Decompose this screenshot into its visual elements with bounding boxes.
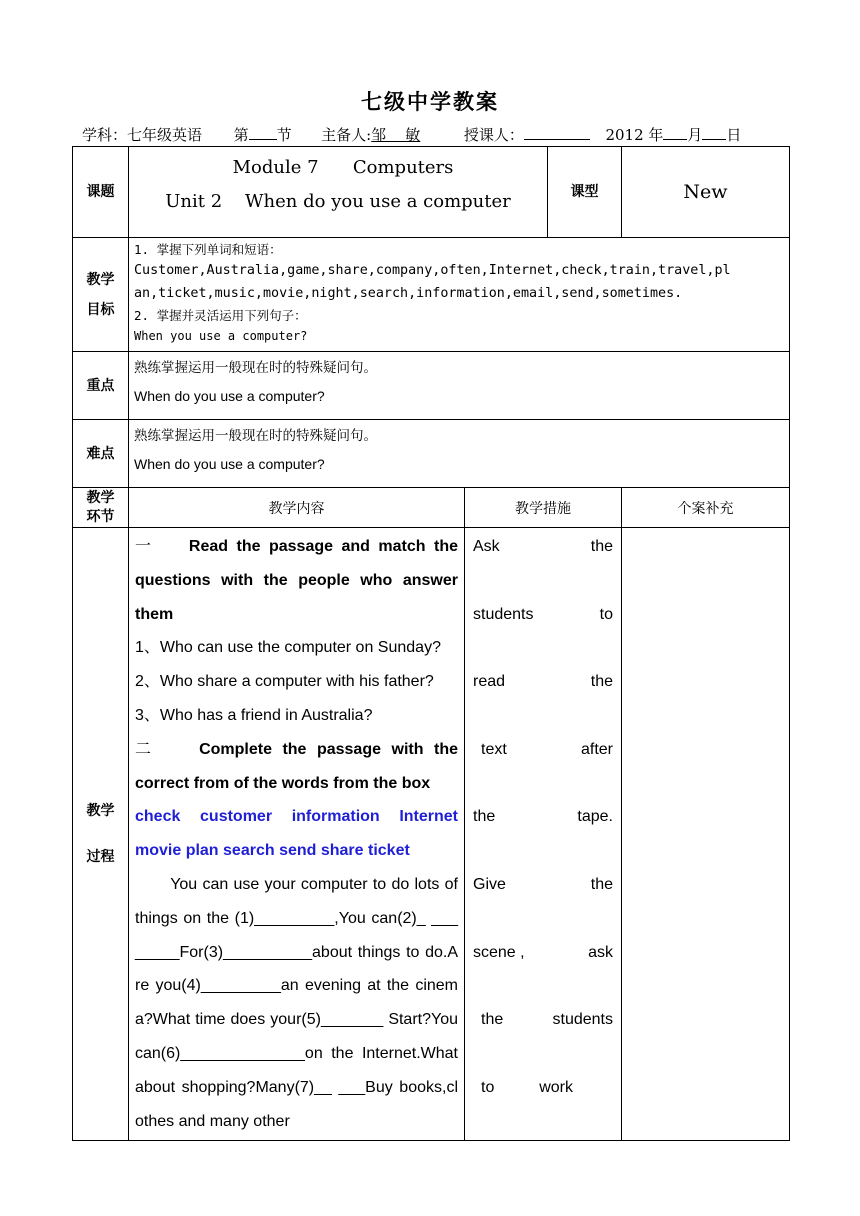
goals-line-2: Customer,Australia,game,share,company,often,Internet,check,train,travel,pl (134, 263, 731, 278)
part-one-title: Read the passage and match the questions with the people who answer them (135, 538, 458, 623)
goals-line-4: 2. 掌握并灵活运用下列句子： (134, 308, 307, 323)
day-label: 日 (726, 126, 742, 144)
section-prefix: 第 (233, 126, 249, 144)
question-1: 1、Who can use the computer on Sunday? (135, 639, 441, 657)
part-two-title: Complete the passage with the correct from of the words from the box (135, 740, 458, 792)
goals-line-3: an,ticket,music,movie,night,search,information,email,send,sometimes. (134, 285, 683, 301)
difficulty-line-1: 熟练掌握运用一般现在时的特殊疑问句。 (134, 428, 377, 444)
part-two-heading (135, 733, 458, 801)
measure-line (473, 665, 613, 733)
header-info-line (82, 124, 782, 145)
process-label-1: 教学 (86, 803, 115, 820)
stage-label-2: 环节 (86, 508, 115, 525)
part-two-number: 二 (135, 740, 158, 758)
process-label (73, 528, 129, 1141)
year-label: 2012 年 (605, 126, 664, 144)
preparer-name: 邹 敏 (371, 126, 421, 144)
stage-label (73, 488, 129, 528)
stage-label-1: 教学 (86, 489, 115, 506)
content-header: 教学内容 (129, 488, 465, 528)
measure-line (473, 530, 613, 598)
passage-text: You can use your computer to do lots of things on the (1)_________,You can(2)_ ________For(3)__________about things to do.Are you(4)_________an evening at the cinema?What time does your(5)_______ Start?You can(6)______________on the Internet.What about shopping?Many(7)__ ___Buy books,clothes and many other (135, 875, 458, 1130)
difficulty-line-2: When do you use a computer? (134, 456, 325, 472)
topic-row (73, 147, 790, 238)
measure-word: the (481, 1011, 504, 1029)
preparer-label: 主备人: (321, 126, 372, 144)
lesson-plan-table (72, 146, 790, 1141)
process-header-row (73, 488, 790, 528)
month-label: 月 (687, 126, 703, 144)
measure-word: read (473, 673, 506, 691)
day-blank (702, 125, 726, 140)
measure-line (473, 868, 613, 936)
key-point-content (129, 352, 790, 420)
goals-row (73, 238, 790, 352)
goals-content (129, 238, 790, 352)
measure-word: work (539, 1078, 573, 1096)
key-point-line-2: When do you use a computer? (134, 388, 325, 404)
measure-word: Ask (473, 538, 500, 555)
section-blank (249, 125, 277, 140)
difficulty-row (73, 420, 790, 488)
measure-line (473, 800, 613, 868)
part-one-number: 一 (135, 538, 156, 555)
goals-line-5: When you use a computer? (134, 329, 308, 343)
measure-word: the (590, 875, 613, 893)
measure-word: after (580, 740, 613, 758)
question-3: 3、Who has a friend in Australia? (135, 706, 373, 724)
key-point-row (73, 352, 790, 420)
measures-content (465, 528, 622, 1141)
measure-word: scene , (473, 943, 525, 961)
measure-line (473, 1003, 613, 1071)
type-label: 课型 (548, 147, 622, 238)
word-box: check customer information Internet movie plan search send share ticket (135, 808, 458, 860)
key-point-label: 重点 (73, 352, 129, 420)
measure-word: the (473, 808, 496, 826)
measure-word: tape. (577, 808, 613, 826)
measure-line (473, 733, 613, 801)
document-title: 七级中学教案 (361, 90, 499, 114)
process-label-2: 过程 (86, 849, 115, 866)
topic-content (129, 147, 548, 238)
goals-label (73, 238, 129, 352)
measure-line (473, 936, 613, 1004)
process-content (129, 528, 465, 1141)
topic-label: 课题 (73, 147, 129, 238)
goals-label-1: 教学 (86, 271, 115, 288)
supplement-content (622, 528, 790, 1141)
supplement-header: 个案补充 (622, 488, 790, 528)
difficulty-label: 难点 (73, 420, 129, 488)
section-suffix: 节 (276, 126, 292, 144)
measure-word: to (599, 605, 613, 623)
measure-word: text (481, 740, 507, 758)
measures-header: 教学措施 (465, 488, 622, 528)
goals-label-2: 目标 (86, 301, 115, 318)
measure-word: Give (473, 875, 506, 893)
difficulty-content (129, 420, 790, 488)
measure-word: the (590, 673, 613, 691)
month-blank (663, 125, 687, 140)
measure-word: ask (588, 943, 613, 961)
goals-line-1: 1. 掌握下列单词和短语： (134, 242, 282, 257)
teacher-label: 授课人： (463, 126, 524, 144)
teacher-blank (524, 125, 590, 140)
type-value: New (622, 147, 790, 238)
part-one-heading (135, 530, 458, 631)
topic-unit: Unit 2 When do you use a computer (165, 191, 511, 212)
measure-word: students (473, 605, 534, 623)
measure-word: the (590, 538, 613, 555)
question-2: 2、Who share a computer with his father? (135, 673, 434, 691)
measure-word: to (481, 1078, 495, 1096)
key-point-line-1: 熟练掌握运用一般现在时的特殊疑问句。 (134, 360, 377, 376)
measure-line (473, 598, 613, 666)
topic-module: Module 7 Computers (232, 157, 454, 178)
process-row (73, 528, 790, 1141)
subject-label: 学科：七年级英语 (82, 126, 203, 144)
measure-line (473, 1071, 613, 1139)
measure-word: students (552, 1011, 613, 1029)
